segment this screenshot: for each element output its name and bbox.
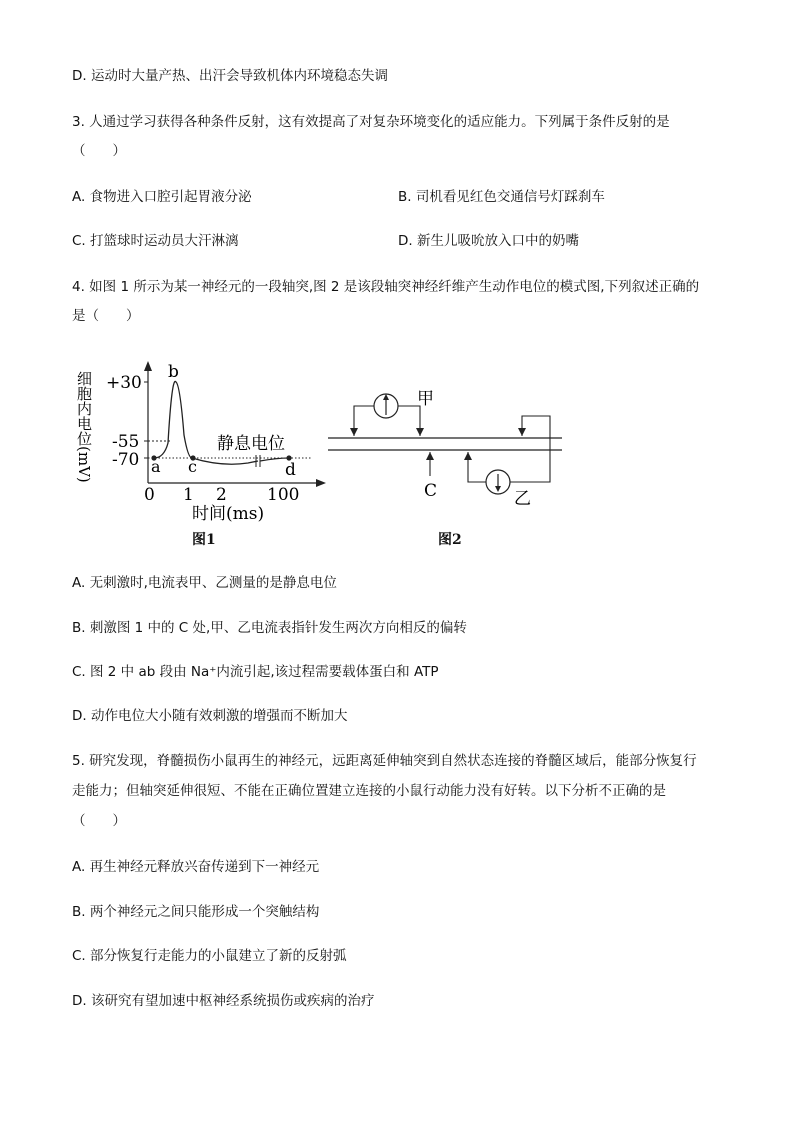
fig2-stim-arrow bbox=[426, 452, 434, 460]
fig2-yi-wire-right bbox=[510, 476, 550, 482]
fig2-jia-wire-right bbox=[398, 406, 420, 436]
fig2-label-jia: 甲 bbox=[417, 389, 434, 409]
fig2-right-arrow bbox=[518, 428, 526, 436]
fig1-rest-label: 静息电位 bbox=[217, 434, 285, 454]
fig2-label-c: C bbox=[424, 481, 438, 501]
fig2-right-wire bbox=[522, 416, 550, 476]
fig1-xlabel: 时间(ms) bbox=[192, 504, 265, 524]
fig1-ytick-label-55: -55 bbox=[112, 432, 140, 452]
fig2-yi-wire-left bbox=[468, 452, 486, 482]
fig1-xtick-0: 0 bbox=[144, 485, 155, 505]
fig2-jia-wire-left bbox=[354, 406, 374, 436]
fig2-yi-arrow-left bbox=[464, 452, 472, 460]
fig1-ytick-label-70: -70 bbox=[112, 450, 140, 470]
q4-option-c: C. 图 2 中 ab 段由 Na⁺内流引起,该过程需要载体蛋白和 ATP bbox=[72, 664, 439, 680]
fig1-xtick-1: 1 bbox=[183, 485, 194, 505]
fig2-jia-arrow-left bbox=[350, 428, 358, 436]
fig1-label-c: c bbox=[188, 457, 197, 476]
fig2-jia-arrow-right bbox=[416, 428, 424, 436]
fig1-caption: 图1 bbox=[192, 532, 216, 548]
q5-option-c: C. 部分恢复行走能力的小鼠建立了新的反射弧 bbox=[72, 948, 347, 964]
fig1-xtick-2: 2 bbox=[216, 485, 227, 505]
q2-option-d: D. 运动时大量产热、出汗会导致机体内环境稳态失调 bbox=[72, 68, 388, 84]
q3-option-b: B. 司机看见红色交通信号灯踩刹车 bbox=[398, 189, 605, 205]
q5-stem-line2: 走能力；但轴突延伸很短、不能在正确位置建立连接的小鼠行动能力没有好转。以下分析不正确的是 bbox=[72, 783, 666, 799]
q5-paren: （ ） bbox=[72, 813, 126, 829]
fig1-ytick-label-30: +30 bbox=[106, 373, 142, 393]
fig1-label-a: a bbox=[151, 457, 161, 476]
q5-option-d: D. 该研究有望加速中枢神经系统损伤或疾病的治疗 bbox=[72, 993, 375, 1009]
figure1-action-potential bbox=[72, 355, 342, 525]
fig2-label-yi: 乙 bbox=[514, 489, 531, 508]
q3-option-a: A. 食物进入口腔引起胃液分泌 bbox=[72, 189, 252, 205]
q3-paren: （ ） bbox=[72, 143, 126, 159]
q5-option-a: A. 再生神经元释放兴奋传递到下一神经元 bbox=[72, 859, 320, 875]
q3-option-d: D. 新生儿吸吮放入口中的奶嘴 bbox=[398, 233, 579, 249]
fig1-xtick-100: 100 bbox=[267, 485, 300, 505]
q5-option-b: B. 两个神经元之间只能形成一个突触结构 bbox=[72, 904, 320, 920]
fig1-ylabel: 细胞内电位(mV) bbox=[75, 371, 93, 483]
q4-option-d: D. 动作电位大小随有效刺激的增强而不断加大 bbox=[72, 708, 348, 724]
q5-stem-line1: 5. 研究发现，脊髓损伤小鼠再生的神经元，远距离延伸轴突到自然状态连接的脊髓区域后，能部分恢复行 bbox=[72, 753, 697, 769]
q4-option-b: B. 刺激图 1 中的 C 处,甲、乙电流表指针发生两次方向相反的偏转 bbox=[72, 620, 467, 636]
q4-option-a: A. 无刺激时,电流表甲、乙测量的是静息电位 bbox=[72, 575, 337, 591]
figure2-nerve-fiber bbox=[322, 378, 572, 508]
q4-stem-line2: 是（ ） bbox=[72, 308, 140, 324]
fig1-label-d: d bbox=[285, 460, 296, 480]
q3-option-c: C. 打篮球时运动员大汗淋漓 bbox=[72, 233, 239, 249]
q4-stem-line1: 4. 如图 1 所示为某一神经元的一段轴突,图 2 是该段轴突神经纤维产生动作电位的模式图,下列叙述正确的 bbox=[72, 279, 700, 295]
q3-stem: 3. 人通过学习获得各种条件反射，这有效提高了对复杂环境变化的适应能力。下列属于条件反射的是 bbox=[72, 114, 670, 130]
fig1-label-b: b bbox=[168, 362, 179, 382]
fig1-y-arrow bbox=[144, 361, 152, 371]
fig2-caption: 图2 bbox=[438, 532, 462, 548]
